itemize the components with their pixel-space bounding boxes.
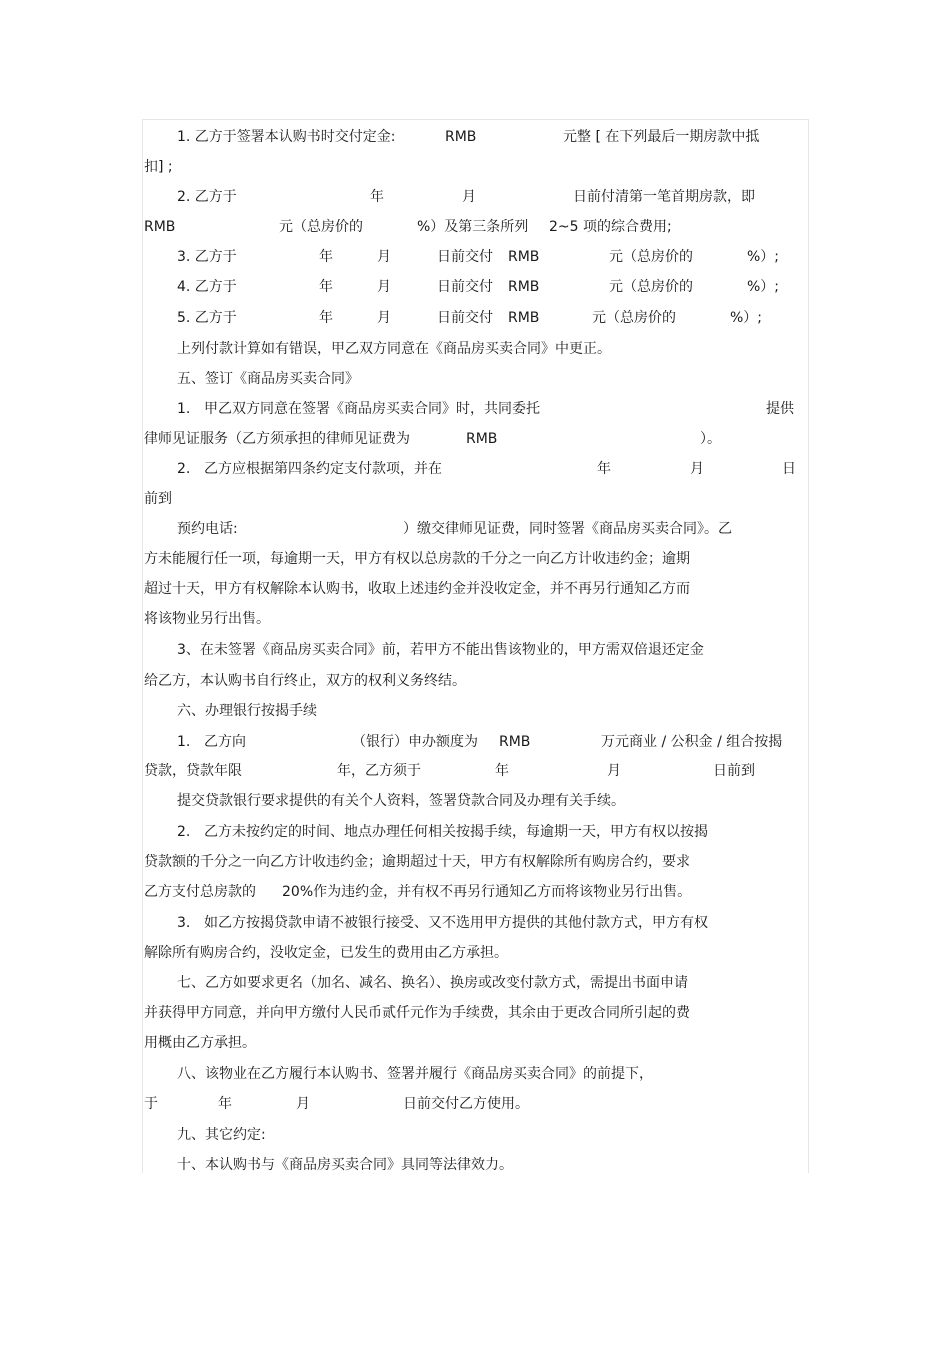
text-segment: 五、签订《商品房买卖合同》 xyxy=(177,371,359,387)
text-segment: 1. 乙方于签署本认购书时交付定金: xyxy=(177,129,396,145)
text-segment: 并获得甲方同意，并向甲方缴付人民币贰仟元作为手续费，其余由于更改合同所引起的费 xyxy=(144,1005,690,1021)
text-segment: 20%作为违约金，并有权不再另行通知乙方而将该物业另行出售。 xyxy=(282,884,692,900)
text-segment: RMB xyxy=(499,734,531,750)
text-segment: 六、办理银行按揭手续 xyxy=(177,703,317,719)
text-segment: 超过十天，甲方有权解除本认购书，收取上述违约金并没收定金，并不再另行通知乙方而 xyxy=(144,581,690,597)
text-segment: 2. xyxy=(177,461,191,477)
text-segment: （银行）申办额度为 xyxy=(352,734,478,750)
text-segment: 日前交付乙方使用。 xyxy=(403,1096,529,1112)
text-segment: 日前交付 xyxy=(437,279,493,295)
text-segment: 预约电话: xyxy=(177,521,238,537)
text-segment: 解除所有购房合约，没收定金，已发生的费用由乙方承担。 xyxy=(144,945,508,961)
text-segment: 方未能履行任一项，每逾期一天，甲方有权以总房款的千分之一向乙方计收违约金；逾期 xyxy=(144,551,690,567)
text-segment: 乙方应根据第四条约定支付款项，并在 xyxy=(204,461,442,477)
text-segment: 月 xyxy=(296,1096,310,1112)
text-segment: %）; xyxy=(747,249,780,265)
text-segment: 前到 xyxy=(144,491,172,507)
text-segment: ）。 xyxy=(700,431,721,447)
text-segment: RMB xyxy=(445,129,477,145)
text-segment: 月 xyxy=(377,279,391,295)
text-segment: 日 xyxy=(782,461,796,477)
text-segment: 月 xyxy=(690,461,704,477)
text-segment: 用概由乙方承担。 xyxy=(144,1035,256,1051)
text-segment: 日前交付 xyxy=(437,249,493,265)
text-segment: 月 xyxy=(607,763,621,779)
text-segment: 月 xyxy=(377,249,391,265)
text-segment: 2~5 项的综合费用; xyxy=(549,219,672,235)
text-segment: 元（总房价的 xyxy=(279,219,363,235)
text-segment: 年 xyxy=(370,189,384,205)
text-segment: 乙方未按约定的时间、地点办理任何相关按揭手续，每逾期一天，甲方有权以按揭 xyxy=(204,824,708,840)
text-segment: %）; xyxy=(747,279,780,295)
text-segment: 年 xyxy=(319,249,333,265)
text-segment: 将该物业另行出售。 xyxy=(144,611,270,627)
text-segment: RMB xyxy=(508,279,540,295)
text-segment: 律师见证服务（乙方须承担的律师见证费为 xyxy=(144,431,410,447)
text-segment: 3、在未签署《商品房买卖合同》前，若甲方不能出售该物业的，甲方需双倍退还定金 xyxy=(177,642,704,658)
text-segment: 3. 乙方于 xyxy=(177,249,237,265)
text-segment: 元（总房价的 xyxy=(609,279,693,295)
text-segment: RMB xyxy=(144,219,176,235)
text-segment: 年 xyxy=(319,279,333,295)
text-segment: 乙方支付总房款的 xyxy=(144,884,256,900)
text-segment: 年 xyxy=(597,461,611,477)
text-segment: 4. 乙方于 xyxy=(177,279,237,295)
text-segment: 1. xyxy=(177,401,191,417)
text-segment: 如乙方按揭贷款申请不被银行接受、又不选用甲方提供的其他付款方式，甲方有权 xyxy=(204,915,708,931)
text-segment: ）缴交律师见证费，同时签署《商品房买卖合同》。乙 xyxy=(403,521,732,537)
text-segment: 贷款，贷款年限 xyxy=(144,763,242,779)
text-segment: %）及第三条所列 xyxy=(417,219,529,235)
text-segment: 元（总房价的 xyxy=(592,310,676,326)
text-segment: 元（总房价的 xyxy=(609,249,693,265)
text-segment: 年 xyxy=(218,1096,232,1112)
text-segment: 贷款额的千分之一向乙方计收违约金；逾期超过十天，甲方有权解除所有购房合约，要求 xyxy=(144,854,690,870)
text-segment: 万元商业 / 公积金 / 组合按揭 xyxy=(601,734,783,750)
text-segment: 甲乙双方同意在签署《商品房买卖合同》时，共同委托 xyxy=(204,401,540,417)
text-segment: 月 xyxy=(377,310,391,326)
text-segment: 1. xyxy=(177,734,191,750)
text-segment: 5. 乙方于 xyxy=(177,310,237,326)
text-segment: 扣] ; xyxy=(144,159,173,175)
text-segment: 提供 xyxy=(766,401,794,417)
text-segment: RMB xyxy=(508,310,540,326)
text-segment: 乙方向 xyxy=(204,734,246,750)
text-segment: 日前付清第一笔首期房款，即 xyxy=(573,189,755,205)
text-segment: 2. 乙方于 xyxy=(177,189,237,205)
text-segment: 给乙方，本认购书自行终止，双方的权利义务终结。 xyxy=(144,673,466,689)
text-segment: 七、乙方如要求更名（加名、减名、换名）、换房或改变付款方式，需提出书面申请 xyxy=(177,975,688,991)
text-segment: 九、其它约定: xyxy=(177,1127,266,1143)
text-segment: 年 xyxy=(495,763,509,779)
text-segment: 日前到 xyxy=(713,763,755,779)
text-segment: 3. xyxy=(177,915,191,931)
text-segment: 于 xyxy=(144,1096,158,1112)
text-segment: 2. xyxy=(177,824,191,840)
text-segment: 十、本认购书与《商品房买卖合同》具同等法律效力。 xyxy=(177,1157,513,1173)
text-segment: 元整 [ 在下列最后一期房款中抵 xyxy=(563,129,760,145)
text-segment: 八、该物业在乙方履行本认购书、签署并履行《商品房买卖合同》的前提下， xyxy=(177,1066,653,1082)
text-segment: 日前交付 xyxy=(437,310,493,326)
text-segment: RMB xyxy=(508,249,540,265)
text-segment: RMB xyxy=(466,431,498,447)
text-segment: 年 xyxy=(319,310,333,326)
text-segment: 上列付款计算如有错误，甲乙双方同意在《商品房买卖合同》中更正。 xyxy=(177,341,611,357)
text-segment: 年，乙方须于 xyxy=(337,763,421,779)
text-segment: 月 xyxy=(462,189,476,205)
text-segment: %）; xyxy=(730,310,763,326)
text-segment: 提交贷款银行要求提供的有关个人资料，签署贷款合同及办理有关手续。 xyxy=(177,793,625,809)
